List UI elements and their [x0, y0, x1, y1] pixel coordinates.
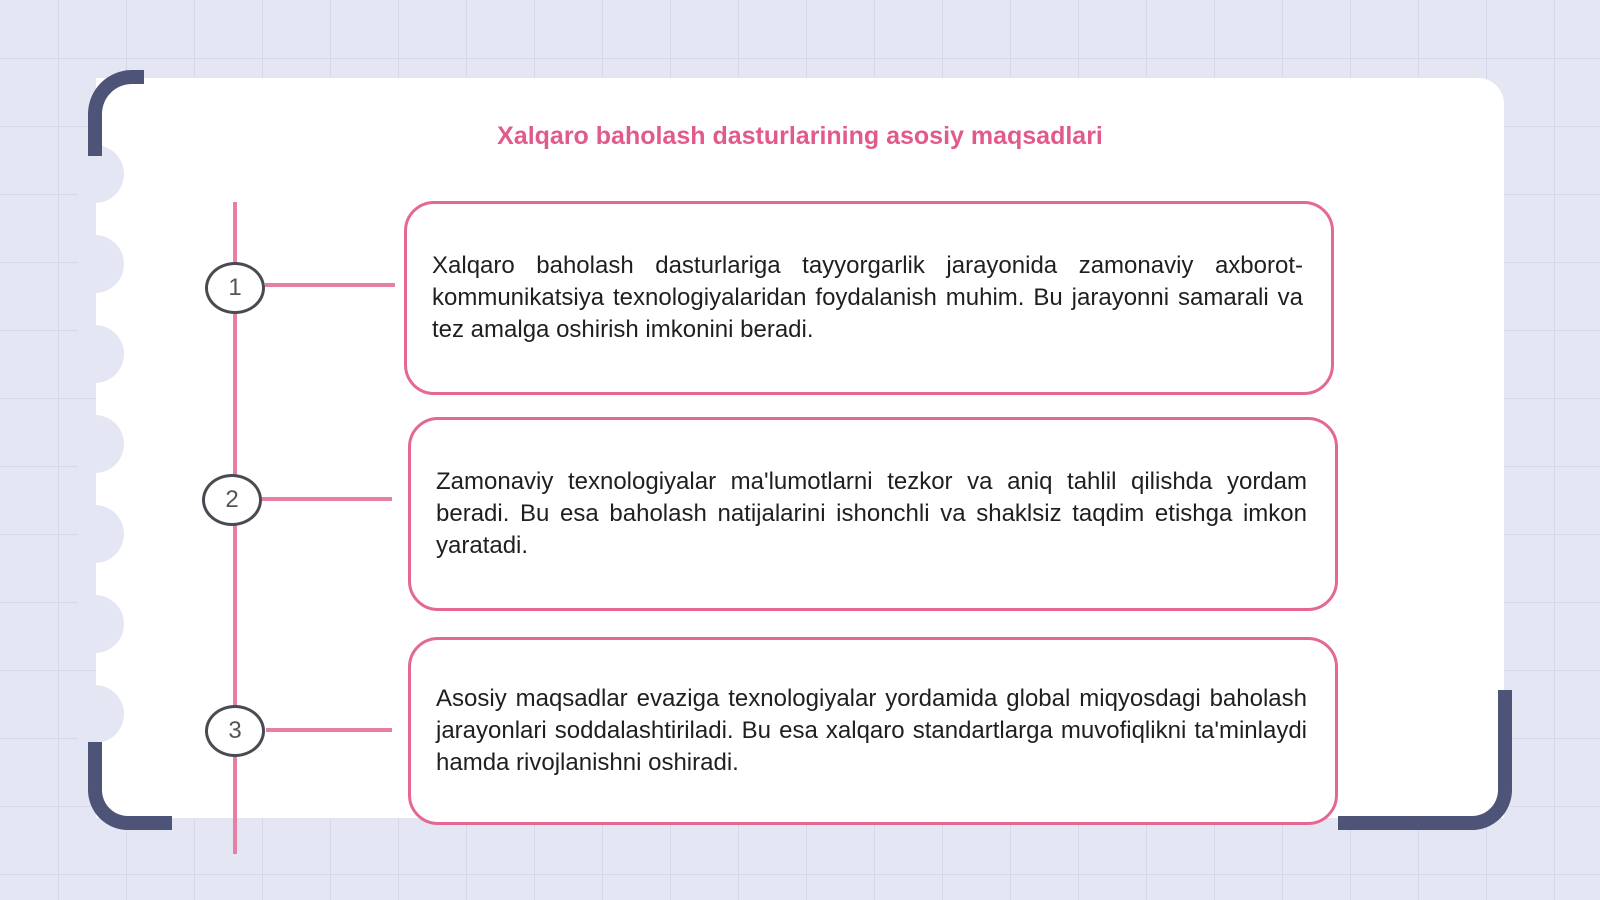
frame-corner-bottom-right: [1338, 690, 1512, 830]
timeline-connector: [262, 497, 392, 501]
goal-card-2: [408, 417, 1338, 611]
timeline-connector: [265, 283, 395, 287]
goal-card-1: [404, 201, 1334, 395]
timeline-connector: [266, 728, 392, 732]
goal-text: Zamonaviy texnologiyalar ma'lumotlarni tezkor va aniq tahlil qilishda yordam beradi. Bu esa baholash natijalarini ishonchli va shaklsiz taqdim etishga imkon yaratadi.: [436, 468, 1307, 559]
step-number-circle: 3: [205, 705, 265, 757]
frame-corner-bottom-left: [88, 742, 172, 830]
goal-card-3: [408, 637, 1338, 825]
goal-text: Asosiy maqsadlar evaziga texnologiyalar yordamida global miqyosdagi baholash jarayonlari soddalashtiriladi. Bu esa xalqaro standartlarga muvofiqlikni ta'minlaydi hamda rivojlanishni oshiradi.: [436, 685, 1307, 776]
slide-title: Xalqaro baholash dasturlarining asosiy maqsadlari: [497, 122, 1103, 150]
step-number-circle: 1: [205, 262, 265, 314]
step-number-circle: 2: [202, 474, 262, 526]
goal-text: Xalqaro baholash dasturlariga tayyorgarlik jarayonida zamonaviy axborot-kommunikatsiya texnologiyalaridan foydalanish muhim. Bu jarayonni samarali va tez amalga oshirish imkonini beradi.: [432, 252, 1303, 343]
